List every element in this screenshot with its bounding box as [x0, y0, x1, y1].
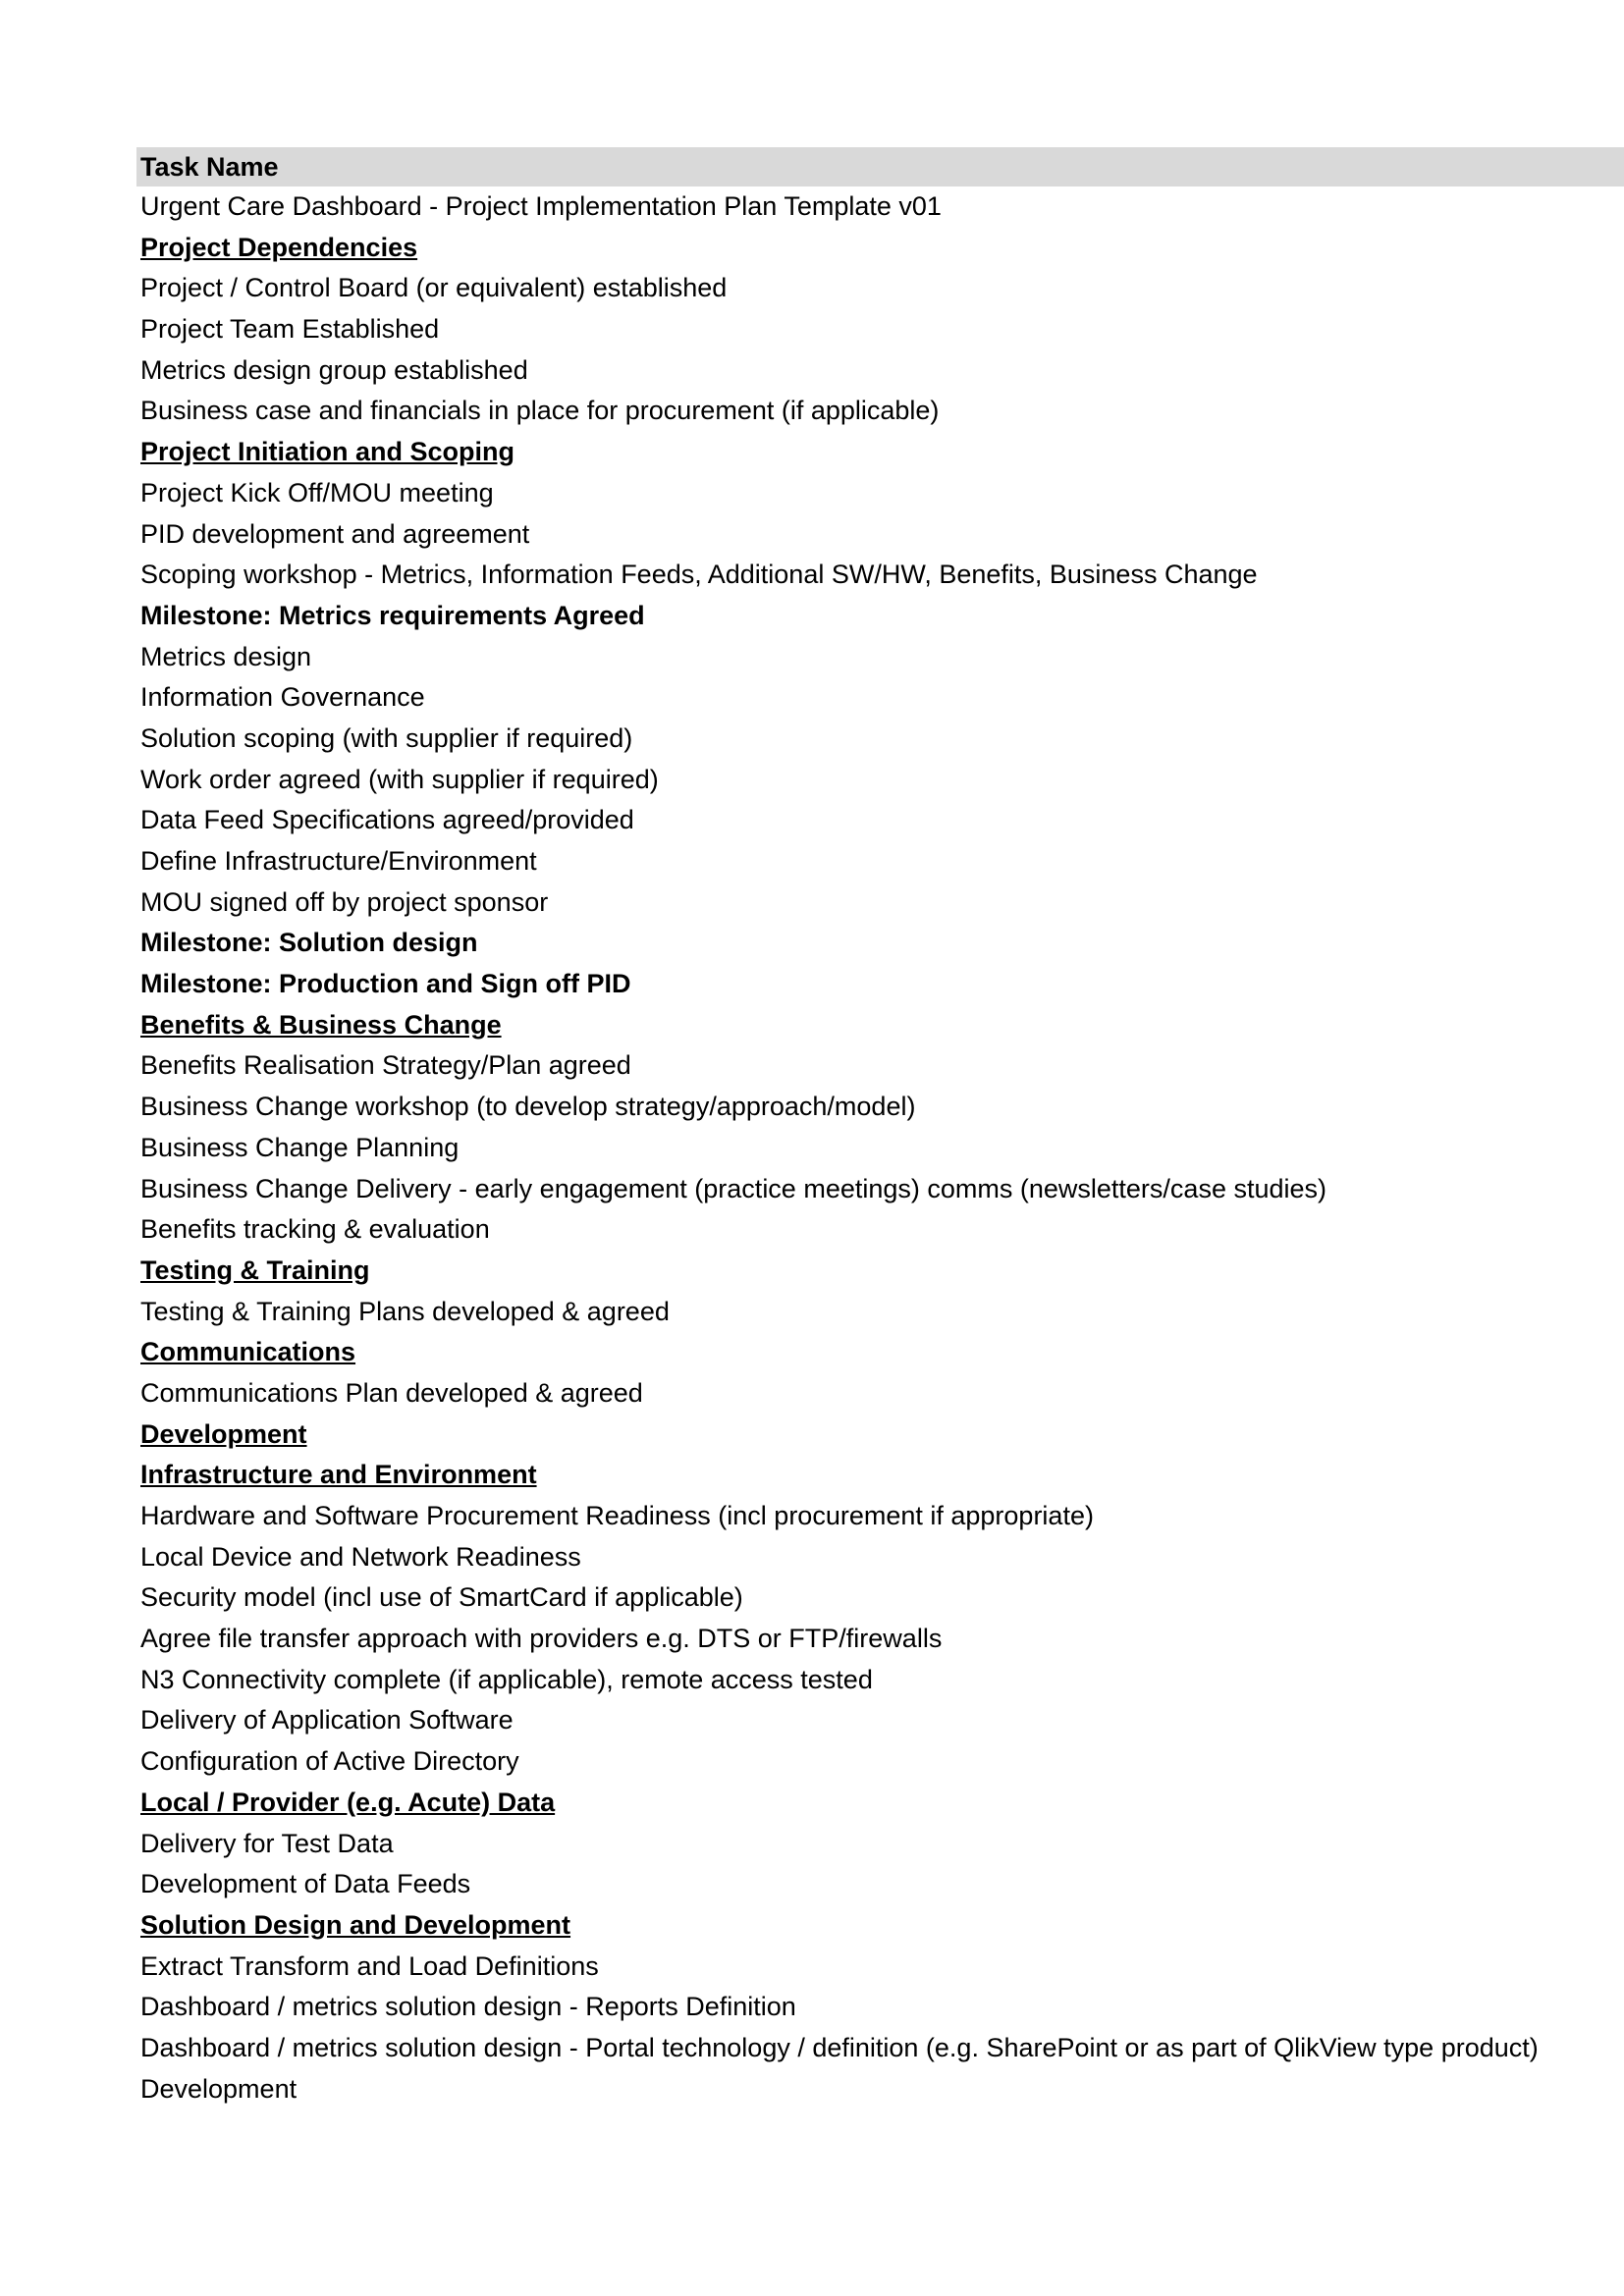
- task-row[interactable]: Dashboard / metrics solution design - Portal technology / definition (e.g. SharePoint or as part of QlikView type product): [140, 2032, 1539, 2062]
- task-row[interactable]: Solution scoping (with supplier if required): [140, 722, 633, 753]
- section-heading-row[interactable]: Project Dependencies: [140, 232, 418, 262]
- task-row[interactable]: Project Team Established: [140, 314, 440, 345]
- task-row[interactable]: Development: [140, 2073, 298, 2104]
- task-row[interactable]: MOU signed off by project sponsor: [140, 886, 549, 917]
- task-row[interactable]: Delivery of Application Software: [140, 1705, 514, 1735]
- task-row[interactable]: Local Device and Network Readiness: [140, 1541, 581, 1572]
- milestone-row[interactable]: Milestone: Solution design: [140, 928, 478, 958]
- section-heading-row[interactable]: Infrastructure and Environment: [140, 1460, 537, 1490]
- task-row[interactable]: Information Governance: [140, 682, 425, 713]
- section-heading-row[interactable]: Testing & Training: [140, 1255, 370, 1285]
- section-heading-row[interactable]: Project Initiation and Scoping: [140, 437, 515, 467]
- task-row[interactable]: Project Kick Off/MOU meeting: [140, 477, 494, 507]
- task-row[interactable]: Data Feed Specifications agreed/provided: [140, 805, 634, 835]
- task-row[interactable]: Metrics design group established: [140, 354, 528, 385]
- section-heading-row[interactable]: Benefits & Business Change: [140, 1009, 502, 1040]
- section-heading-row[interactable]: Communications: [140, 1337, 356, 1367]
- task-row[interactable]: Business Change workshop (to develop strategy/approach/model): [140, 1092, 916, 1122]
- task-row[interactable]: Business Change Planning: [140, 1132, 460, 1162]
- task-row[interactable]: Configuration of Active Directory: [140, 1746, 519, 1777]
- task-list: [136, 187, 1624, 2109]
- task-row[interactable]: Development of Data Feeds: [140, 1869, 471, 1899]
- task-row[interactable]: Hardware and Software Procurement Readiness (incl procurement if appropriate): [140, 1501, 1094, 1530]
- task-row[interactable]: Work order agreed (with supplier if required): [140, 764, 659, 794]
- task-row[interactable]: Define Infrastructure/Environment: [140, 846, 537, 876]
- milestone-row[interactable]: Milestone: Production and Sign off PID: [140, 969, 631, 999]
- task-row[interactable]: Scoping workshop - Metrics, Information Feeds, Additional SW/HW, Benefits, Business Change: [140, 560, 1258, 590]
- milestone-row[interactable]: Milestone: Metrics requirements Agreed: [140, 600, 645, 630]
- task-row[interactable]: PID development and agreement: [140, 518, 530, 549]
- column-header-task-name[interactable]: [136, 147, 1624, 187]
- task-row[interactable]: Agree file transfer approach with providers e.g. DTS or FTP/firewalls: [140, 1624, 943, 1654]
- column-header-label: Task Name: [140, 152, 279, 182]
- task-sheet: [136, 147, 1624, 2109]
- section-heading-row[interactable]: Development: [140, 1418, 307, 1449]
- section-heading-row[interactable]: Local / Provider (e.g. Acute) Data: [140, 1787, 556, 1817]
- task-row[interactable]: Urgent Care Dashboard - Project Implementation Plan Template v01: [140, 191, 942, 221]
- task-row[interactable]: Delivery for Test Data: [140, 1828, 394, 1858]
- task-row[interactable]: Dashboard / metrics solution design - Reports Definition: [140, 1992, 796, 2022]
- task-row[interactable]: Metrics design: [140, 641, 312, 671]
- task-row[interactable]: Business Change Delivery - early engagement (practice meetings) comms (newsletters/case studies): [140, 1173, 1326, 1203]
- task-row[interactable]: Testing & Training Plans developed & agreed: [140, 1296, 670, 1326]
- task-row[interactable]: Benefits Realisation Strategy/Plan agreed: [140, 1050, 631, 1081]
- task-row[interactable]: Business case and financials in place for procurement (if applicable): [140, 396, 940, 426]
- task-row[interactable]: Security model (incl use of SmartCard if applicable): [140, 1582, 743, 1613]
- task-row[interactable]: Benefits tracking & evaluation: [140, 1214, 490, 1245]
- task-row[interactable]: N3 Connectivity complete (if applicable), remote access tested: [140, 1664, 873, 1694]
- task-row[interactable]: Project / Control Board (or equivalent) established: [140, 273, 728, 303]
- section-heading-row[interactable]: Solution Design and Development: [140, 1909, 571, 1940]
- task-row[interactable]: Communications Plan developed & agreed: [140, 1377, 643, 1408]
- task-row[interactable]: Extract Transform and Load Definitions: [140, 1950, 599, 1981]
